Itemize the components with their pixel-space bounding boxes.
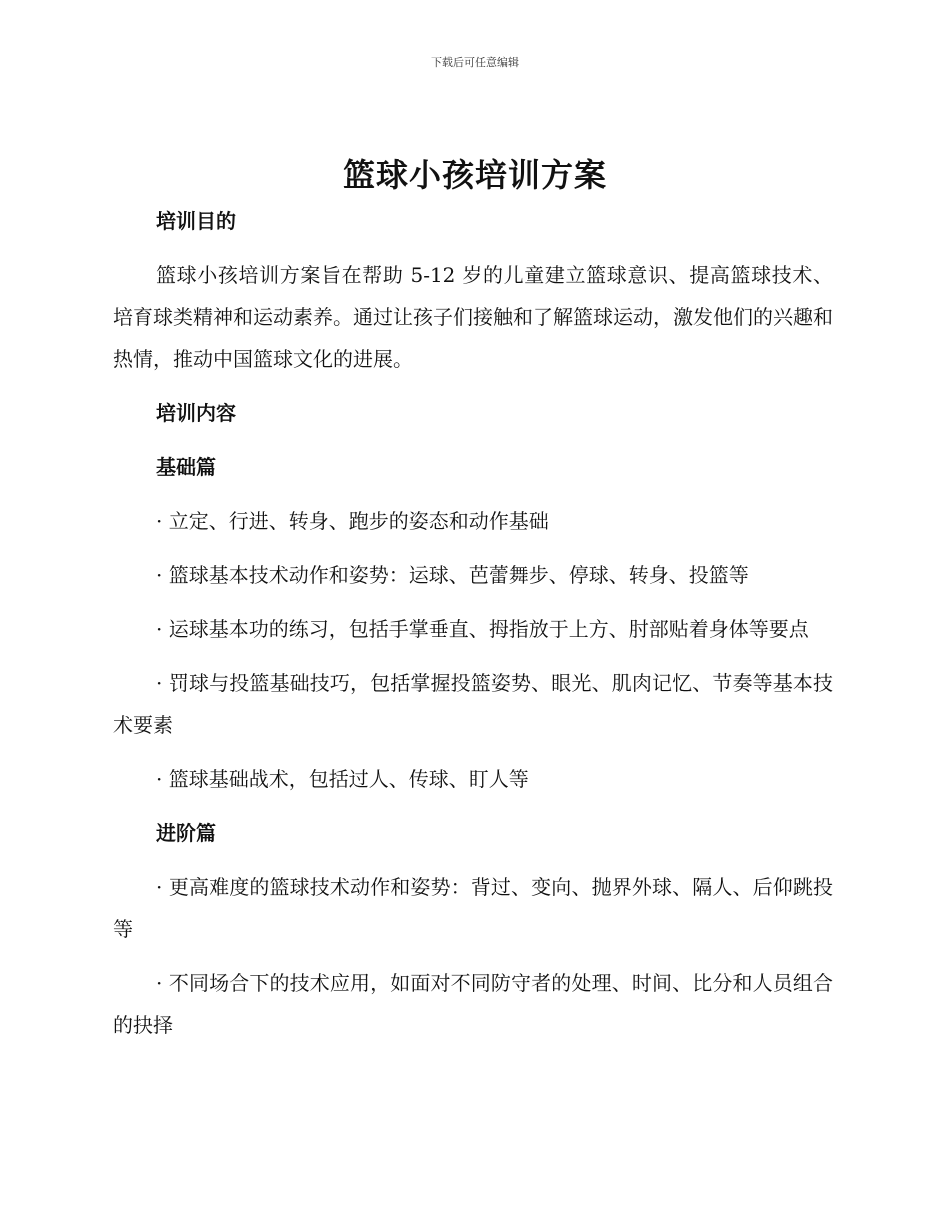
advanced-heading: 进阶篇 (156, 821, 216, 845)
list-item: · 篮球基本技术动作和姿势：运球、芭蕾舞步、停球、转身、投篮等 (156, 563, 749, 587)
basic-heading: 基础篇 (156, 455, 216, 479)
list-item: · 不同场合下的技术应用，如面对不同防守者的处理、时间、比分和人员组合的抉择 (113, 971, 833, 1037)
purpose-heading: 培训目的 (156, 209, 236, 233)
list-item: · 篮球基础战术，包括过人、传球、盯人等 (156, 767, 529, 791)
list-item: · 罚球与投篮基础技巧，包括掌握投篮姿势、眼光、肌肉记忆、节奏等基本技术要素 (113, 671, 833, 737)
content-heading: 培训内容 (156, 401, 236, 425)
list-item: · 更高难度的篮球技术动作和姿势：背过、变向、抛界外球、隔人、后仰跳投等 (113, 875, 833, 941)
purpose-paragraph: 篮球小孩培训方案旨在帮助 5-12 岁的儿童建立篮球意识、提高篮球技术、培育球类精神和运动素养。通过让孩子们接触和了解篮球运动，激发他们的兴趣和热情，推动中国篮球文化的进展。 (113, 263, 833, 371)
document-body (113, 200, 833, 1046)
list-item: · 运球基本功的练习，包括手掌垂直、拇指放于上方、肘部贴着身体等要点 (156, 617, 809, 641)
list-item: · 立定、行进、转身、跑步的姿态和动作基础 (156, 509, 549, 533)
document-title: 篮球小孩培训方案 (342, 156, 607, 194)
page-header-note: 下载后可任意编辑 (431, 56, 519, 69)
